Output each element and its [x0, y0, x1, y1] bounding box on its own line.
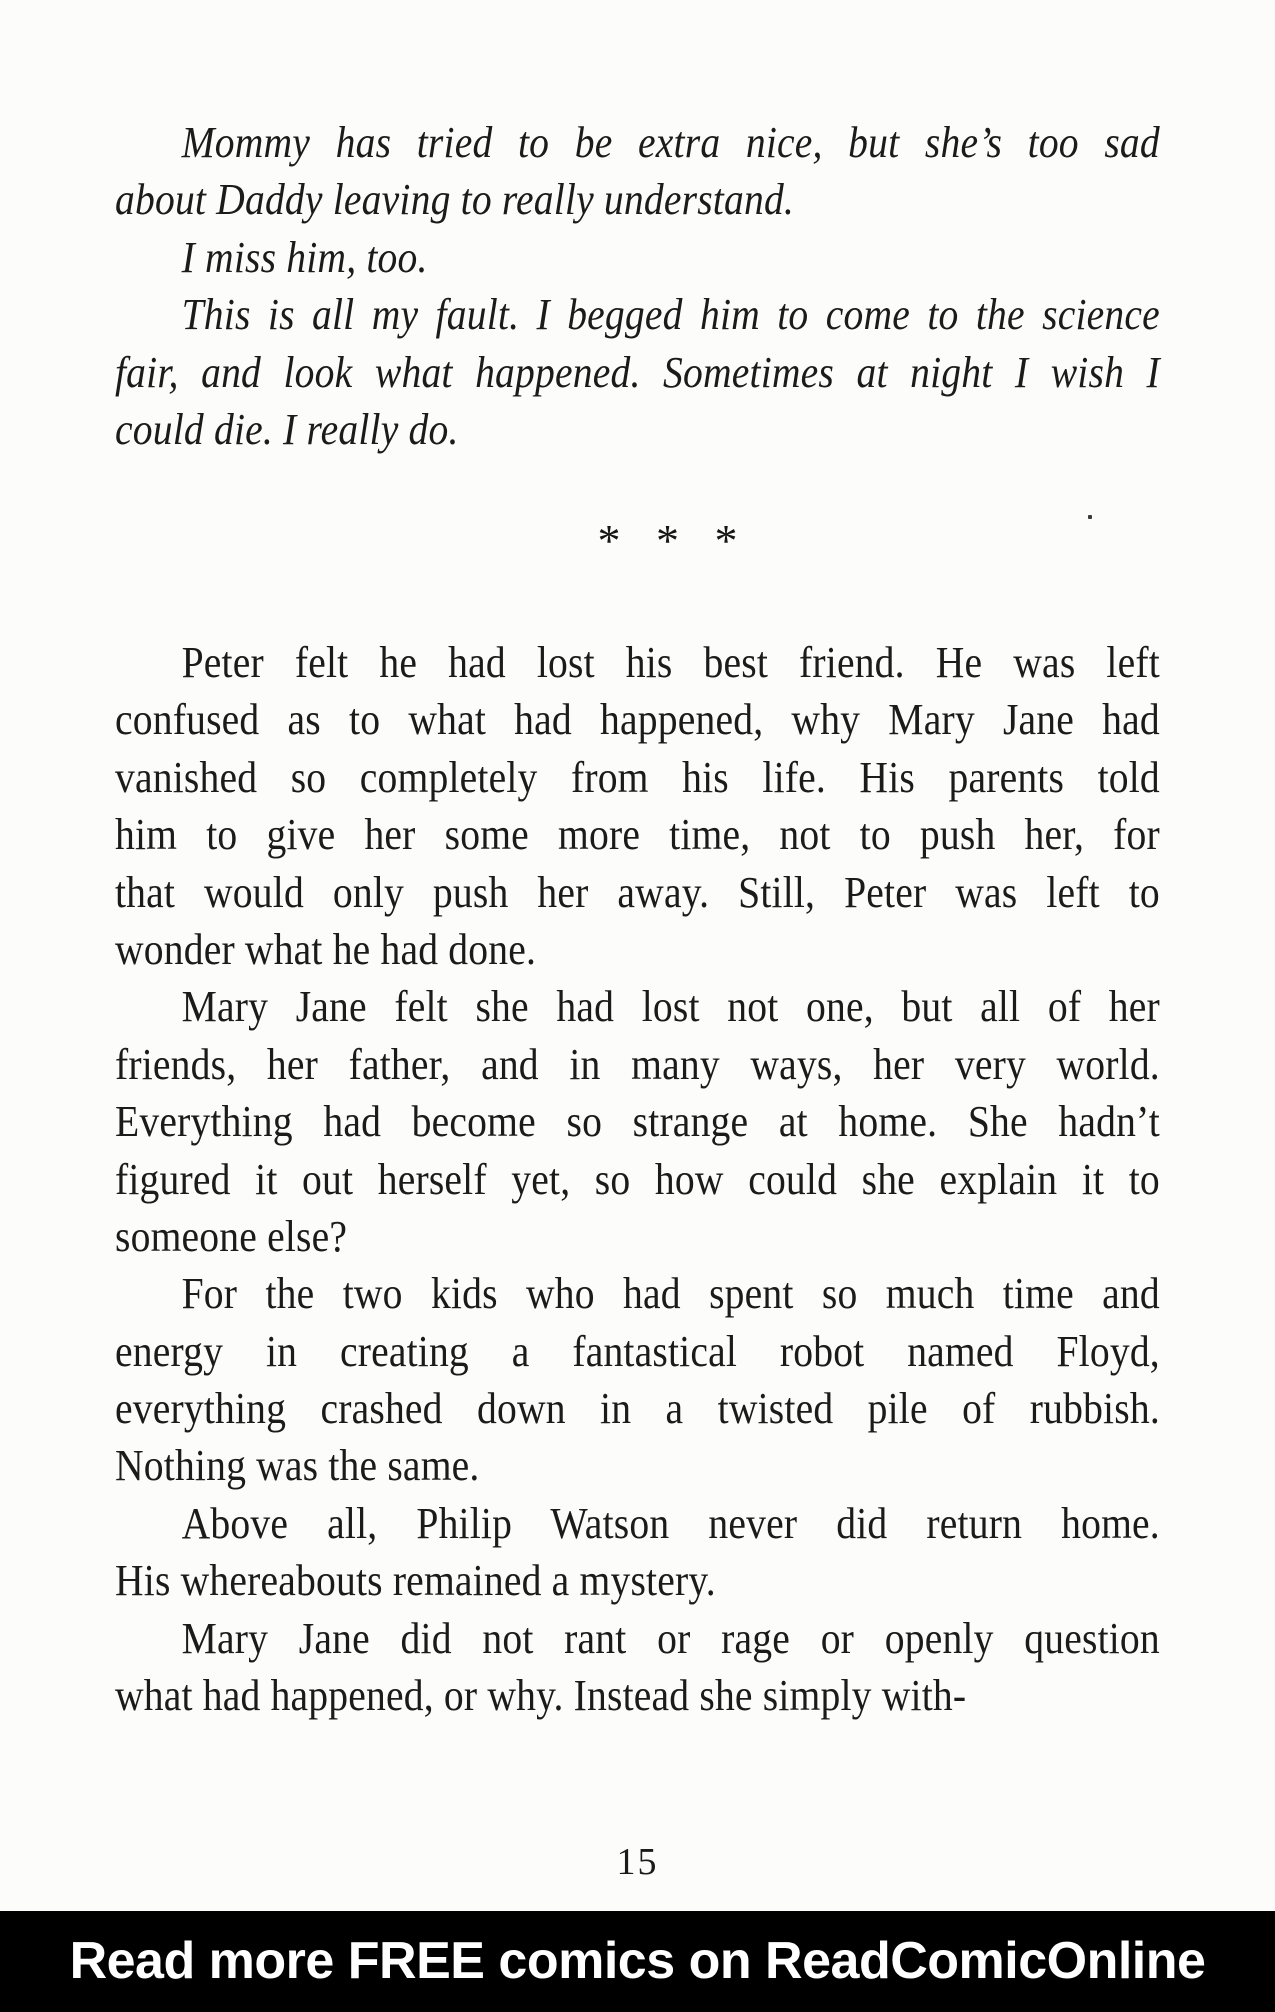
page-number: 15 [616, 1841, 659, 1883]
text-line: Peter felt he had lost his best friend. He was left [181, 638, 1160, 687]
text-line: everything crashed down in a twisted pile of rubbish. [115, 1384, 1160, 1434]
text-line: figured it out herself yet, so how could she explain it to [115, 1154, 1160, 1204]
text-line: Mary Jane did not rant or rage or openly question [181, 1613, 1160, 1663]
text-line: Everything had become so strange at home. She hadn’t [115, 1097, 1160, 1147]
text-line: His whereabouts remained a mystery. [115, 1556, 716, 1606]
text-line: This is all my fault. I begged him to come to the science [181, 290, 1160, 340]
print-speck [1088, 515, 1092, 519]
body-text [115, 634, 1160, 1724]
text-line: could die. I really do. [115, 404, 459, 454]
text-line: that would only push her away. Still, Peter was left to [115, 867, 1160, 917]
journal-excerpt [115, 114, 1160, 458]
text-line: him to give her some more time, not to push her, for [115, 810, 1160, 860]
text-line: Mommy has tried to be extra nice, but she’s too sad [181, 118, 1160, 167]
text-line: confused as to what had happened, why Mary Jane had [115, 695, 1160, 745]
text-line: vanished so completely from his life. His parents told [115, 752, 1160, 802]
text-line: Nothing was the same. [115, 1441, 480, 1491]
text-line: friends, her father, and in many ways, her very world. [115, 1039, 1160, 1089]
text-line: Mary Jane felt she had lost not one, but all of her [181, 982, 1160, 1032]
promo-banner-text[interactable]: Read more FREE comics on ReadComicOnline [69, 1932, 1206, 1990]
promo-banner[interactable] [0, 1911, 1275, 2012]
text-line: I miss him, too. [181, 232, 428, 282]
text-line: For the two kids who had spent so much time and [181, 1269, 1160, 1319]
text-line: wonder what he had done. [115, 924, 537, 974]
text-line: someone else? [115, 1211, 348, 1261]
text-line: what had happened, or why. Instead she simply with- [115, 1671, 967, 1721]
section-separator: * * * [597, 515, 738, 566]
text-line: fair, and look what happened. Sometimes at night I wish I [115, 347, 1160, 397]
text-line: about Daddy leaving to really understand. [115, 175, 795, 225]
text-line: energy in creating a fantastical robot named Floyd, [115, 1326, 1160, 1376]
text-line: Above all, Philip Watson never did return home. [181, 1498, 1160, 1548]
